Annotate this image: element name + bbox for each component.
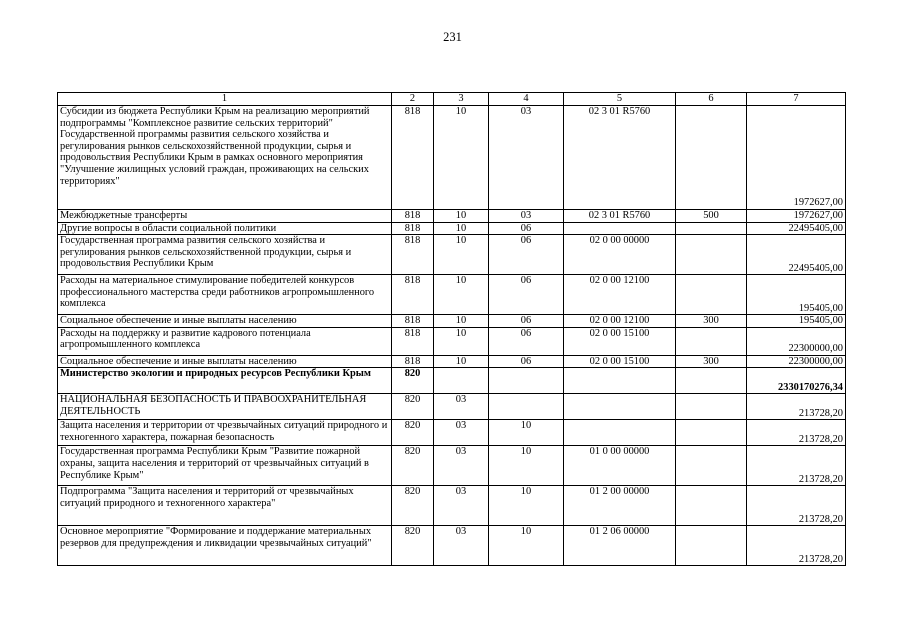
subsection-cell: 06 [489, 235, 564, 275]
amount-cell: 22300000,00 [747, 327, 846, 355]
table-row [58, 315, 846, 328]
target-article-cell: 01 2 06 00000 [564, 526, 676, 566]
expense-type-cell [676, 327, 747, 355]
header-cell: 3 [434, 93, 489, 106]
code-cell: 820 [392, 394, 434, 420]
code-cell: 820 [392, 368, 434, 394]
expense-type-cell [676, 394, 747, 420]
item-name: Другие вопросы в области социальной политики [58, 222, 392, 235]
header-cell: 7 [747, 93, 846, 106]
item-name: Расходы на материальное стимулирование победителей конкурсов профессионального мастерства среди работников агропромышленного комплекса [58, 275, 392, 315]
subsection-cell: 06 [489, 275, 564, 315]
target-article-cell: 01 0 00 00000 [564, 446, 676, 486]
expense-type-cell: 300 [676, 355, 747, 368]
code-cell: 818 [392, 275, 434, 315]
amount-cell: 195405,00 [747, 275, 846, 315]
target-article-cell [564, 222, 676, 235]
header-cell: 5 [564, 93, 676, 106]
expense-type-cell [676, 526, 747, 566]
amount-cell: 2330170276,34 [747, 368, 846, 394]
code-cell: 818 [392, 210, 434, 223]
subsection-cell: 06 [489, 315, 564, 328]
subsection-cell: 03 [489, 106, 564, 210]
section-cell: 10 [434, 235, 489, 275]
expense-type-cell [676, 486, 747, 526]
item-name: Субсидии из бюджета Республики Крым на реализацию мероприятий подпрограммы "Комплексное развитие сельских территорий" Государственной программы развития сельского хозяйства и регулирования рынков сельскохозяйственной продукции, сырья и продовольствия Республики Крым в рамках основного мероприятия "Улучшение жилищных условий граждан, проживающих на сельских территориях" [58, 106, 392, 210]
code-cell: 818 [392, 327, 434, 355]
subsection-cell: 10 [489, 420, 564, 446]
code-cell: 818 [392, 315, 434, 328]
subsection-cell [489, 394, 564, 420]
page-number: 231 [443, 30, 462, 44]
table-row [58, 394, 846, 420]
item-name: Расходы на поддержку и развитие кадрового потенциала агропромышленного комплекса [58, 327, 392, 355]
target-article-cell: 02 0 00 12100 [564, 275, 676, 315]
header-cell: 4 [489, 93, 564, 106]
section-cell: 10 [434, 327, 489, 355]
expense-type-cell [676, 420, 747, 446]
item-name: Государственная программа Республики Крым "Развитие пожарной охраны, защита населения и территорий от чрезвычайных ситуаций в Республике Крым" [58, 446, 392, 486]
amount-cell: 213728,20 [747, 394, 846, 420]
amount-cell: 1972627,00 [747, 106, 846, 210]
target-article-cell: 02 0 00 00000 [564, 235, 676, 275]
target-article-cell: 01 2 00 00000 [564, 486, 676, 526]
code-cell: 818 [392, 106, 434, 210]
table-row [58, 355, 846, 368]
section-cell: 10 [434, 275, 489, 315]
table-row [58, 106, 846, 210]
table-row [58, 526, 846, 566]
expense-type-cell [676, 106, 747, 210]
target-article-cell: 02 0 00 15100 [564, 327, 676, 355]
section-cell [434, 368, 489, 394]
table-row [58, 420, 846, 446]
section-cell: 10 [434, 355, 489, 368]
item-name: Министерство экологии и природных ресурсов Республики Крым [58, 368, 392, 394]
amount-cell: 22300000,00 [747, 355, 846, 368]
subsection-cell: 03 [489, 210, 564, 223]
section-cell: 03 [434, 446, 489, 486]
item-name: Социальное обеспечение и иные выплаты населению [58, 315, 392, 328]
target-article-cell [564, 420, 676, 446]
item-name: НАЦИОНАЛЬНАЯ БЕЗОПАСНОСТЬ И ПРАВООХРАНИТЕЛЬНАЯ ДЕЯТЕЛЬНОСТЬ [58, 394, 392, 420]
subsection-cell: 06 [489, 222, 564, 235]
expense-type-cell [676, 446, 747, 486]
table-row [58, 235, 846, 275]
subsection-cell: 06 [489, 355, 564, 368]
amount-cell: 213728,20 [747, 446, 846, 486]
section-cell: 10 [434, 222, 489, 235]
code-cell: 818 [392, 355, 434, 368]
item-name: Межбюджетные трансферты [58, 210, 392, 223]
code-cell: 818 [392, 235, 434, 275]
table-row [58, 275, 846, 315]
code-cell: 820 [392, 446, 434, 486]
item-name: Государственная программа развития сельского хозяйства и регулирования рынков сельскохозяйственной продукции, сырья и продовольствия Республики Крым [58, 235, 392, 275]
expense-type-cell: 500 [676, 210, 747, 223]
budget-table [57, 92, 846, 566]
amount-cell: 22495405,00 [747, 235, 846, 275]
item-name: Защита населения и территории от чрезвычайных ситуаций природного и техногенного характера, пожарная безопасность [58, 420, 392, 446]
header-cell: 1 [58, 93, 392, 106]
target-article-cell: 02 3 01 R5760 [564, 106, 676, 210]
amount-cell: 213728,20 [747, 486, 846, 526]
subsection-cell: 06 [489, 327, 564, 355]
target-article-cell [564, 394, 676, 420]
section-cell: 03 [434, 526, 489, 566]
section-cell: 10 [434, 106, 489, 210]
target-article-cell [564, 368, 676, 394]
target-article-cell: 02 0 00 15100 [564, 355, 676, 368]
target-article-cell: 02 0 00 12100 [564, 315, 676, 328]
expense-type-cell [676, 368, 747, 394]
code-cell: 818 [392, 222, 434, 235]
header-cell: 6 [676, 93, 747, 106]
subsection-cell: 10 [489, 446, 564, 486]
amount-cell: 213728,20 [747, 526, 846, 566]
expense-type-cell: 300 [676, 315, 747, 328]
amount-cell: 22495405,00 [747, 222, 846, 235]
amount-cell: 213728,20 [747, 420, 846, 446]
code-cell: 820 [392, 420, 434, 446]
item-name: Подпрограмма "Защита населения и территорий от чрезвычайных ситуаций природного и техногенного характера" [58, 486, 392, 526]
table-row [58, 446, 846, 486]
subsection-cell: 10 [489, 526, 564, 566]
code-cell: 820 [392, 486, 434, 526]
header-cell: 2 [392, 93, 434, 106]
table-row [58, 327, 846, 355]
section-cell: 10 [434, 315, 489, 328]
amount-cell: 195405,00 [747, 315, 846, 328]
section-cell: 03 [434, 420, 489, 446]
section-cell: 03 [434, 394, 489, 420]
item-name: Социальное обеспечение и иные выплаты населению [58, 355, 392, 368]
table-row [58, 210, 846, 223]
table-row [58, 222, 846, 235]
code-cell: 820 [392, 526, 434, 566]
item-name: Основное мероприятие "Формирование и поддержание материальных резервов для предупреждения и ликвидации чрезвычайных ситуаций" [58, 526, 392, 566]
section-cell: 10 [434, 210, 489, 223]
table-row [58, 368, 846, 394]
subsection-cell: 10 [489, 486, 564, 526]
table-row [58, 486, 846, 526]
expense-type-cell [676, 222, 747, 235]
target-article-cell: 02 3 01 R5760 [564, 210, 676, 223]
table-header-row [58, 93, 846, 106]
section-cell: 03 [434, 486, 489, 526]
amount-cell: 1972627,00 [747, 210, 846, 223]
subsection-cell [489, 368, 564, 394]
expense-type-cell [676, 275, 747, 315]
expense-type-cell [676, 235, 747, 275]
